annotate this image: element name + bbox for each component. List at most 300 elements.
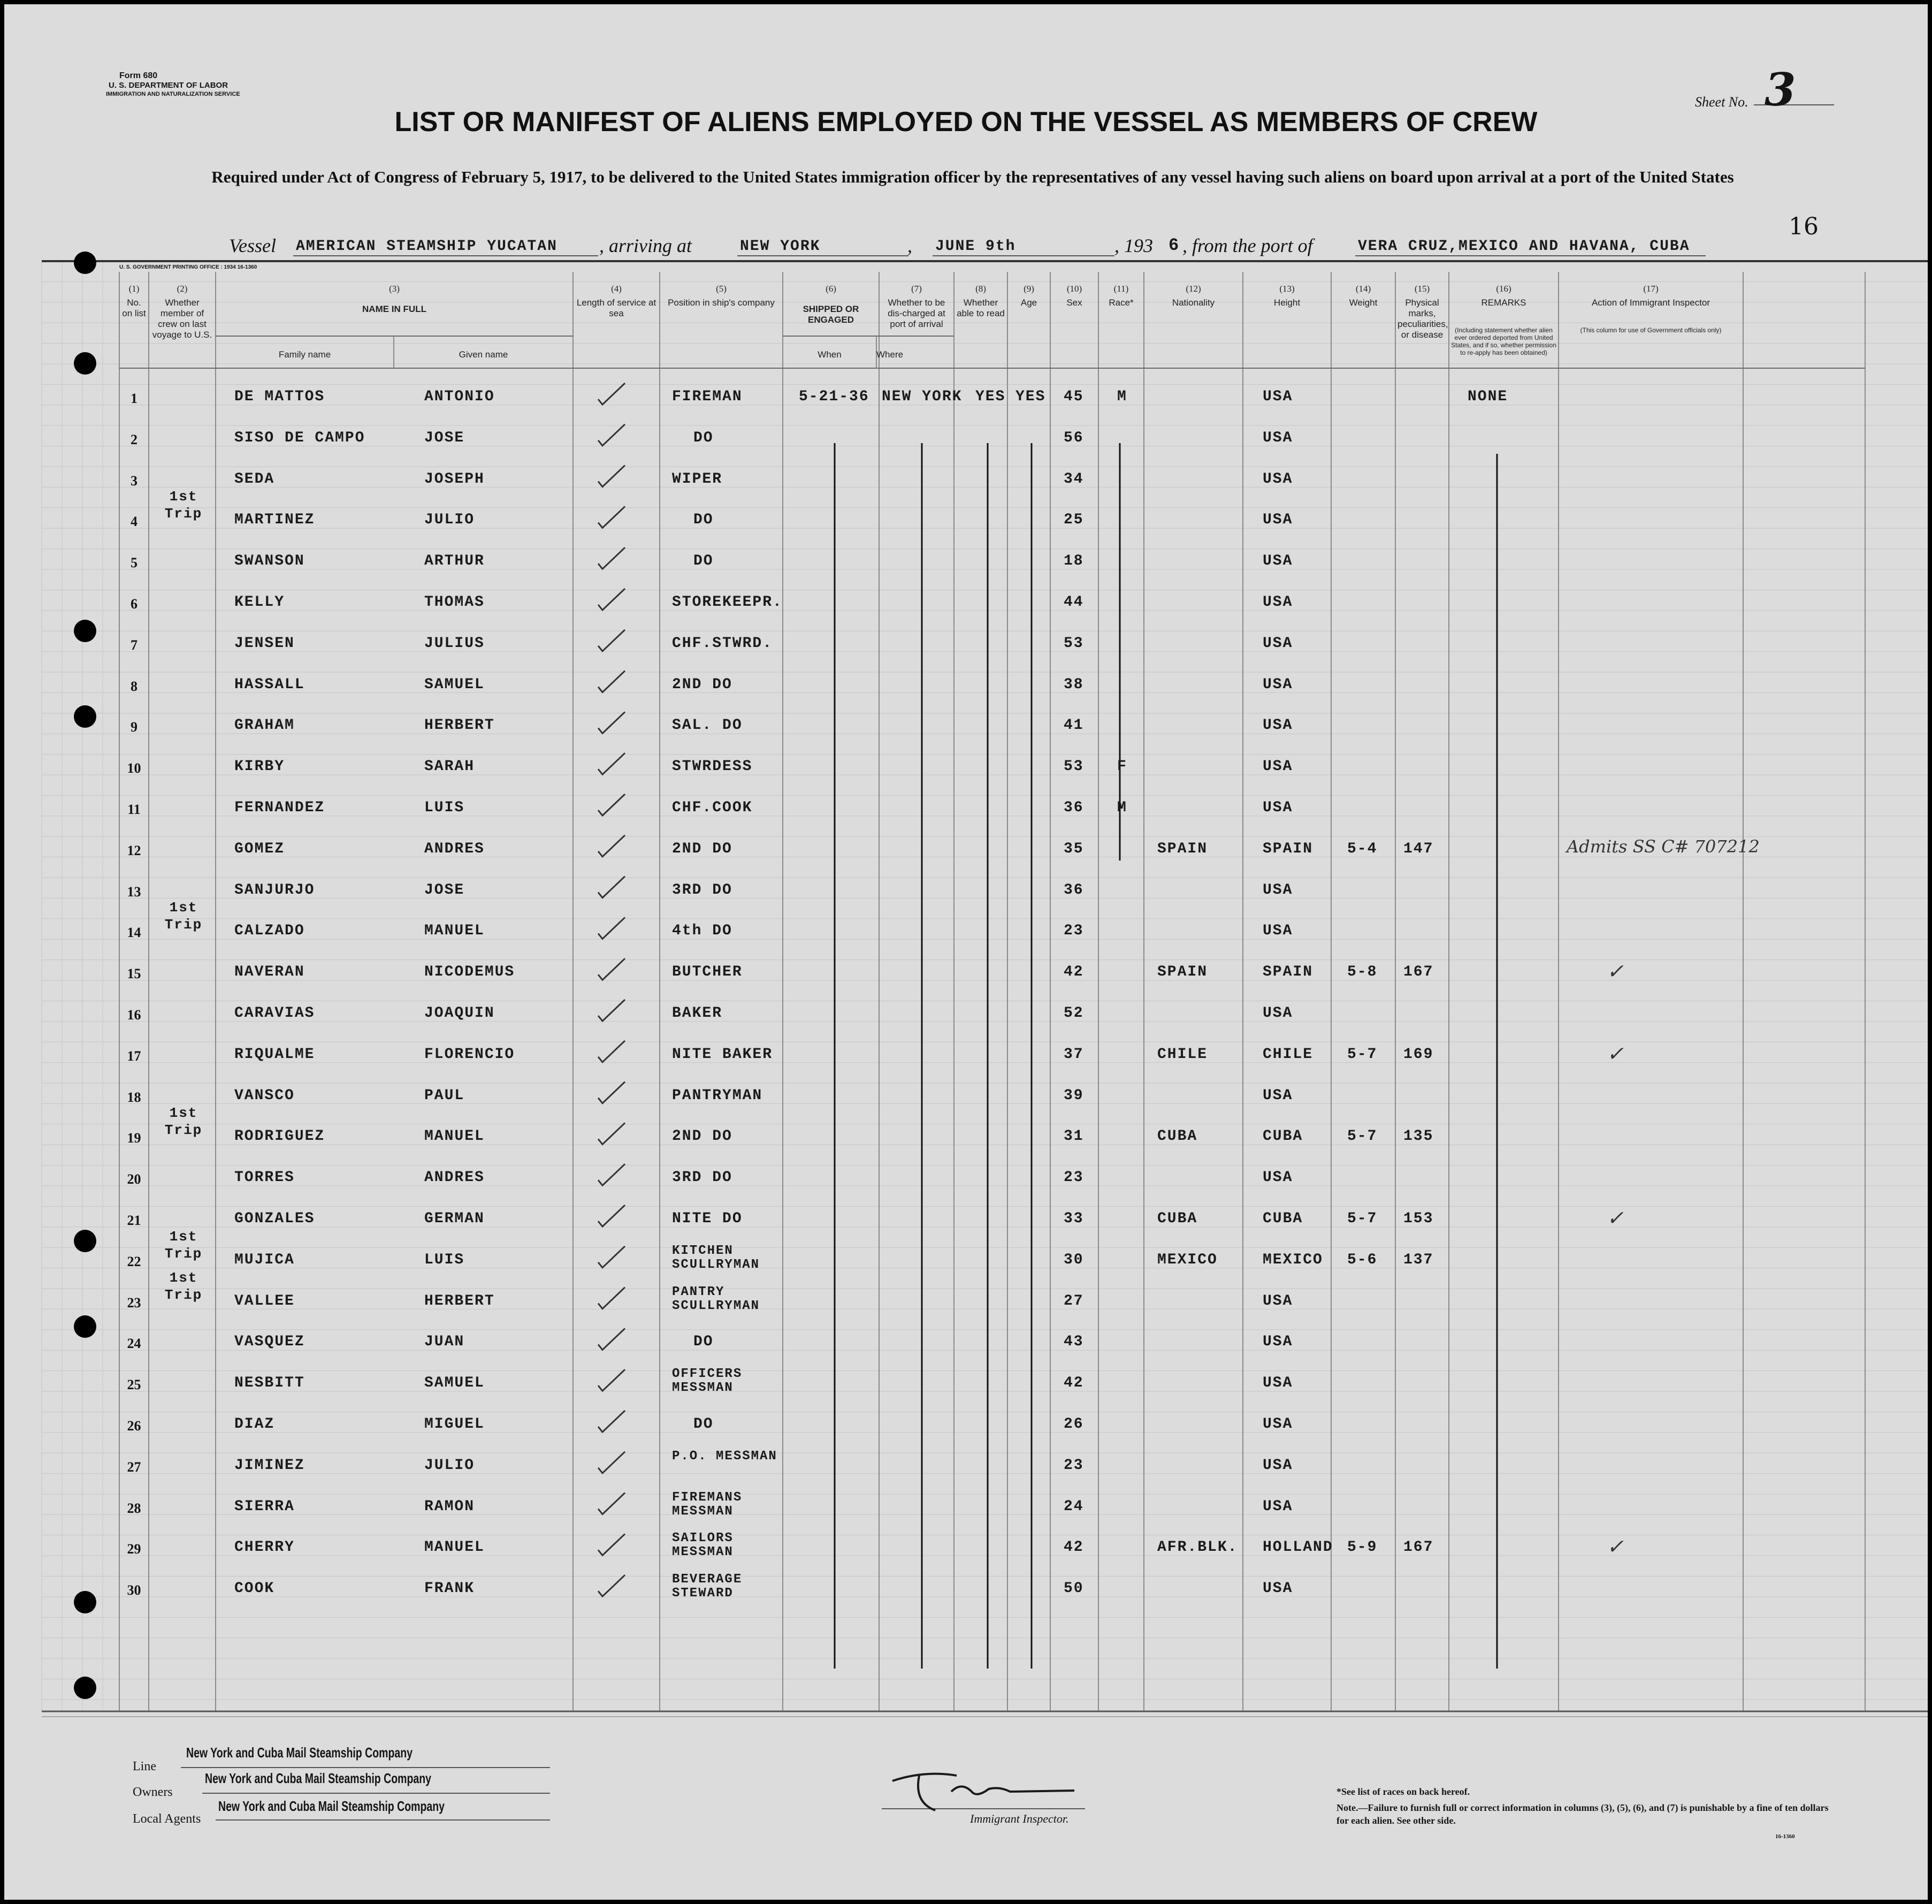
- line-value: New York and Cuba Mail Steamship Company: [186, 1745, 413, 1761]
- family-name: SANJURJO: [234, 881, 315, 898]
- nationality-value: CHILE: [1263, 1046, 1314, 1063]
- agents-value: New York and Cuba Mail Steamship Company: [218, 1798, 445, 1814]
- subcolumn-label: Given name: [459, 349, 508, 360]
- given-name: ANDRES: [424, 840, 485, 857]
- given-name: LUIS: [424, 799, 465, 816]
- service-check-mark: [598, 1082, 625, 1103]
- nationality-value: USA: [1263, 1580, 1293, 1597]
- discharged-value: YES: [975, 389, 1006, 405]
- family-name: DIAZ: [234, 1416, 275, 1433]
- family-name: KELLY: [234, 594, 285, 611]
- owners-value: New York and Cuba Mail Steamship Company: [205, 1770, 431, 1786]
- service-check-mark: [598, 1534, 625, 1555]
- given-name: THOMAS: [424, 594, 485, 611]
- given-name: JULIO: [424, 1457, 475, 1474]
- family-name: DE MATTOS: [234, 389, 325, 405]
- nationality-value: USA: [1263, 923, 1293, 940]
- family-name: KIRBY: [234, 758, 285, 775]
- age-value: 23: [1064, 923, 1084, 940]
- position: DO: [693, 1416, 714, 1433]
- column-number: (10): [1066, 284, 1082, 294]
- given-name: JULIO: [424, 512, 475, 529]
- column-label: Race*: [1109, 298, 1134, 308]
- service-check-mark: [598, 917, 625, 939]
- row-number: 16: [127, 1007, 141, 1023]
- family-name: CHERRY: [234, 1539, 295, 1556]
- position: STWRDESS: [672, 758, 753, 775]
- column-label: Whether able to read: [957, 298, 1005, 318]
- remarks-value: ✓: [1607, 1535, 1624, 1559]
- position: DO: [693, 1334, 714, 1351]
- row-number: 17: [127, 1048, 141, 1064]
- position: NITE BAKER: [672, 1046, 773, 1063]
- row-number: 15: [127, 966, 141, 982]
- service-check-mark: [598, 1123, 625, 1144]
- row-number: 19: [127, 1130, 141, 1146]
- age-value: 18: [1064, 553, 1084, 570]
- age-value: 53: [1064, 635, 1084, 652]
- race-value: SPAIN: [1157, 964, 1208, 981]
- position: SAL. DO: [672, 717, 743, 734]
- family-name: COOK: [234, 1580, 275, 1597]
- punch-hole: [74, 620, 96, 642]
- position: STOREKEEPR.: [672, 594, 783, 611]
- row-number: 21: [127, 1213, 141, 1228]
- remarks-value: Admits SS C# 707212: [1567, 836, 1760, 857]
- nationality-value: USA: [1263, 799, 1293, 816]
- column-label: Weight: [1349, 298, 1378, 308]
- age-value: 36: [1064, 881, 1084, 898]
- given-name: JUAN: [424, 1334, 465, 1351]
- position: FIREMAN: [672, 389, 743, 405]
- age-value: 39: [1064, 1087, 1084, 1104]
- manifest-sheet: [4, 4, 1928, 1900]
- service-check-mark: [598, 547, 625, 569]
- row-number: 3: [131, 473, 138, 489]
- printing-office-mark: U. S. GOVERNMENT PRINTING OFFICE : 1934 16-1360: [119, 264, 257, 270]
- given-name: ANDRES: [424, 1169, 485, 1186]
- owners-label: Owners: [133, 1785, 173, 1799]
- inspector-signature: [882, 1760, 1085, 1818]
- family-name: JIMINEZ: [234, 1457, 305, 1474]
- column-label: Length of service at sea: [576, 298, 656, 318]
- service-check-mark: [598, 1246, 625, 1268]
- row-number: 9: [131, 719, 138, 735]
- column-number: (12): [1186, 284, 1201, 294]
- weight-value: 167: [1403, 1539, 1434, 1556]
- service-check-mark: [598, 1493, 625, 1514]
- form-number: Form 680: [119, 71, 158, 80]
- column-label: Physical marks, peculiarities, or disease: [1398, 298, 1448, 340]
- age-value: 45: [1064, 389, 1084, 405]
- service-check-mark: [598, 835, 625, 857]
- weight-value: 167: [1403, 964, 1434, 981]
- service-check-mark: [598, 794, 625, 816]
- given-name: SARAH: [424, 758, 475, 775]
- given-name: SAMUEL: [424, 1375, 485, 1392]
- family-name: MUJICA: [234, 1251, 295, 1268]
- family-name: GONZALES: [234, 1210, 315, 1227]
- service-check-mark: [598, 1041, 625, 1062]
- row-number: 27: [127, 1459, 141, 1475]
- height-value: 5-7: [1347, 1046, 1378, 1063]
- service-check-mark: [598, 1369, 625, 1391]
- subcolumn-label: Where: [876, 349, 904, 360]
- given-name: JULIUS: [424, 635, 485, 652]
- nationality-value: USA: [1263, 1087, 1293, 1104]
- row-number: 28: [127, 1500, 141, 1516]
- row-number: 1: [131, 391, 138, 406]
- punch-hole: [74, 352, 96, 375]
- punch-hole: [74, 1677, 96, 1699]
- first-trip-mark: 1st Trip: [164, 1269, 203, 1303]
- service-check-mark: [598, 1288, 625, 1309]
- from-port-label: , from the port of: [1182, 235, 1313, 256]
- punch-hole: [74, 1591, 96, 1613]
- service-check-mark: [598, 1000, 625, 1021]
- row-number: 11: [127, 802, 141, 817]
- position: WIPER: [672, 470, 723, 488]
- age-value: 25: [1064, 512, 1084, 529]
- row-number: 29: [127, 1541, 141, 1557]
- family-name: RIQUALME: [234, 1046, 315, 1063]
- margin-number: 16: [1789, 213, 1819, 240]
- given-name: JOSE: [424, 429, 465, 446]
- punch-hole: [74, 1315, 96, 1338]
- row-number: 26: [127, 1418, 141, 1434]
- nationality-value: USA: [1263, 470, 1293, 488]
- family-name: JENSEN: [234, 635, 295, 652]
- age-value: 56: [1064, 429, 1084, 446]
- row-number: 10: [127, 760, 141, 776]
- given-name: HERBERT: [424, 717, 495, 734]
- year-digit: 6: [1169, 235, 1180, 255]
- column-number: (11): [1113, 284, 1129, 294]
- age-value: 52: [1064, 1005, 1084, 1022]
- service-check-mark: [598, 1452, 625, 1473]
- position: 3RD DO: [672, 881, 732, 898]
- sheet-number: 3: [1765, 63, 1796, 116]
- family-name: CARAVIAS: [234, 1005, 315, 1022]
- family-name: NAVERAN: [234, 964, 305, 981]
- column-number: (1): [128, 284, 140, 294]
- position: 2ND DO: [672, 676, 732, 693]
- vessel-name: AMERICAN STEAMSHIP YUCATAN: [296, 238, 558, 255]
- subcolumn-label: When: [818, 349, 842, 360]
- nationality-value: USA: [1263, 1457, 1293, 1474]
- position: DO: [693, 429, 714, 446]
- given-name: NICODEMUS: [424, 964, 515, 981]
- age-value: 50: [1064, 1580, 1084, 1597]
- service-check-mark: [598, 1328, 625, 1350]
- form-subtitle: Required under Act of Congress of February 5, 1917, to be delivered to the United States immigration officer by the representatives of any vessel having such aliens on board upon arrival at a port of the United States: [211, 167, 1734, 186]
- age-value: 37: [1064, 1046, 1084, 1063]
- agents-label: Local Agents: [133, 1812, 201, 1826]
- nationality-value: MEXICO: [1263, 1251, 1323, 1268]
- row-number: 23: [127, 1294, 141, 1311]
- first-trip-mark: 1st Trip: [164, 1228, 203, 1262]
- weight-value: 147: [1403, 840, 1434, 857]
- family-name: SIERRA: [234, 1498, 295, 1515]
- race-value: AFR.BLK.: [1157, 1539, 1238, 1556]
- races-note: *See list of races on back hereof.: [1337, 1786, 1470, 1797]
- service-check-mark: [598, 1575, 625, 1596]
- row-number: 18: [127, 1089, 141, 1105]
- row-number: 7: [131, 637, 138, 653]
- family-name: MARTINEZ: [234, 512, 315, 529]
- nationality-value: USA: [1263, 676, 1293, 693]
- family-name: SEDA: [234, 470, 275, 488]
- height-value: 5-8: [1347, 964, 1378, 981]
- position: KITCHEN SCULLRYMAN: [672, 1243, 760, 1272]
- nationality-value: CUBA: [1263, 1210, 1303, 1227]
- column-number: (6): [826, 284, 836, 294]
- weight-value: 135: [1403, 1128, 1434, 1145]
- service-check-mark: [598, 877, 625, 898]
- given-name: MANUEL: [424, 1128, 485, 1145]
- race-value: CHILE: [1157, 1046, 1208, 1063]
- given-name: JOSEPH: [424, 470, 485, 488]
- height-value: 5-7: [1347, 1128, 1378, 1145]
- penalty-note: Note.—Failure to furnish full or correct information in columns (3), (5), (6), and (7) is punishable by a fine of ten dollars for each alien. See other side.: [1337, 1802, 1829, 1826]
- row-number: 5: [131, 555, 138, 571]
- form-code: 16-1360: [1775, 1833, 1795, 1840]
- column-number: (16): [1496, 284, 1511, 294]
- service-check-mark: [598, 466, 625, 487]
- remarks-value: ✓: [1607, 1041, 1624, 1065]
- first-trip-mark: 1st Trip: [164, 1105, 203, 1139]
- family-name: FERNANDEZ: [234, 799, 325, 816]
- row-number: 13: [127, 884, 141, 900]
- weight-value: 137: [1403, 1251, 1434, 1268]
- position: CHF.STWRD.: [672, 635, 773, 652]
- departure-ports: VERA CRUZ,MEXICO AND HAVANA, CUBA: [1358, 238, 1690, 255]
- service-check-mark: [598, 589, 625, 610]
- sex-value: M: [1117, 389, 1127, 405]
- service-name: IMMIGRATION AND NATURALIZATION SERVICE: [106, 91, 240, 97]
- nationality-value: USA: [1263, 635, 1293, 652]
- service-check-mark: [598, 506, 625, 528]
- column-note: (Including statement whether alien ever ordered deported from United States, and if so, whether permission to re-apply has been obtained): [1451, 326, 1556, 356]
- height-value: 5-9: [1347, 1539, 1378, 1556]
- nationality-value: CUBA: [1263, 1128, 1303, 1145]
- race-value: CUBA: [1157, 1128, 1198, 1145]
- service-check-mark: [598, 1205, 625, 1227]
- family-name: SISO DE CAMPO: [234, 429, 365, 446]
- punch-hole: [74, 1230, 96, 1252]
- punch-hole: [74, 705, 96, 728]
- column-label: Whether to be dis-charged at port of arrival: [888, 298, 945, 329]
- nationality-value: USA: [1263, 717, 1293, 734]
- column-number: (7): [911, 284, 922, 294]
- sex-value: M: [1117, 799, 1127, 816]
- height-value: 5-6: [1347, 1251, 1378, 1268]
- position: PANTRY SCULLRYMAN: [672, 1284, 760, 1313]
- nationality-value: USA: [1263, 1375, 1293, 1392]
- column-number: (8): [975, 284, 986, 294]
- weight-value: 153: [1403, 1210, 1434, 1227]
- column-label: Age: [1020, 298, 1037, 308]
- given-name: RAMON: [424, 1498, 475, 1515]
- column-number: (5): [716, 284, 727, 294]
- row-number: 2: [131, 431, 138, 447]
- column-note: (This column for use of Government officials only): [1580, 326, 1722, 334]
- column-label: Position in ship's company: [668, 298, 775, 308]
- arriving-label: , arriving at: [599, 235, 692, 256]
- age-value: 26: [1064, 1416, 1084, 1433]
- nationality-value: USA: [1263, 758, 1293, 775]
- family-name: HASSALL: [234, 676, 305, 693]
- family-name: SWANSON: [234, 553, 305, 570]
- age-value: 41: [1064, 717, 1084, 734]
- family-name: RODRIGUEZ: [234, 1128, 325, 1145]
- family-name: VASQUEZ: [234, 1334, 305, 1351]
- age-value: 42: [1064, 1539, 1084, 1556]
- position: DO: [693, 553, 714, 570]
- remarks-value: ✓: [1607, 1206, 1624, 1230]
- given-name: JOSE: [424, 881, 465, 898]
- nationality-value: HOLLAND: [1263, 1539, 1333, 1556]
- row-number: 24: [127, 1336, 141, 1352]
- position: DO: [693, 512, 714, 529]
- given-name: FRANK: [424, 1580, 475, 1597]
- position: NITE DO: [672, 1210, 743, 1227]
- service-check-mark: [598, 1164, 625, 1185]
- given-name: MANUEL: [424, 923, 485, 940]
- nationality-value: USA: [1263, 553, 1293, 570]
- column-label: No. on list: [122, 298, 146, 318]
- family-name: VALLEE: [234, 1292, 295, 1309]
- row-number: 20: [127, 1171, 141, 1187]
- column-number: (4): [611, 284, 622, 294]
- family-name: VANSCO: [234, 1087, 295, 1104]
- age-value: 23: [1064, 1169, 1084, 1186]
- age-value: 31: [1064, 1128, 1084, 1145]
- nationality-value: USA: [1263, 429, 1293, 446]
- age-value: 38: [1064, 676, 1084, 693]
- given-name: PAUL: [424, 1087, 465, 1104]
- column-number: (9): [1024, 284, 1034, 294]
- nationality-value: USA: [1263, 1334, 1293, 1351]
- nationality-value: SPAIN: [1263, 964, 1314, 981]
- position: P.O. MESSMAN: [672, 1449, 777, 1464]
- line-label: Line: [133, 1760, 156, 1773]
- service-check-mark: [598, 383, 625, 405]
- form-title: LIST OR MANIFEST OF ALIENS EMPLOYED ON THE VESSEL AS MEMBERS OF CREW: [394, 106, 1538, 138]
- position: SAILORS MESSMAN: [672, 1531, 734, 1560]
- service-check-mark: [598, 424, 625, 446]
- column-number: (15): [1414, 284, 1430, 294]
- column-number: (14): [1355, 284, 1371, 294]
- family-name: TORRES: [234, 1169, 295, 1186]
- row-number: 25: [127, 1377, 141, 1393]
- nationality-value: USA: [1263, 512, 1293, 529]
- year-label: , 193: [1114, 235, 1153, 256]
- nationality-value: USA: [1263, 594, 1293, 611]
- nationality-value: USA: [1263, 1498, 1293, 1515]
- service-check-mark: [598, 671, 625, 692]
- column-label: Nationality: [1172, 298, 1215, 308]
- age-value: 34: [1064, 470, 1084, 488]
- row-number: 6: [131, 596, 138, 612]
- given-name: ARTHUR: [424, 553, 485, 570]
- service-check-mark: [598, 1411, 625, 1432]
- age-value: 33: [1064, 1210, 1084, 1227]
- age-value: 44: [1064, 594, 1084, 611]
- age-value: 35: [1064, 840, 1084, 857]
- given-name: MIGUEL: [424, 1416, 485, 1433]
- read-value: YES: [1015, 389, 1046, 405]
- subcolumn-label: Family name: [278, 349, 331, 360]
- age-value: 24: [1064, 1498, 1084, 1515]
- column-label: Action of Immigrant Inspector: [1591, 298, 1710, 308]
- given-name: JOAQUIN: [424, 1005, 495, 1022]
- vessel-label: Vessel: [229, 235, 276, 256]
- punch-hole: [74, 252, 96, 274]
- given-name: HERBERT: [424, 1292, 495, 1309]
- comma-1: ,: [907, 235, 912, 256]
- when-value: 5-21-36: [799, 389, 869, 405]
- column-label: Whether member of crew on last voyage to U.S.: [152, 298, 212, 340]
- column-number: (13): [1279, 284, 1295, 294]
- given-name: LUIS: [424, 1251, 465, 1268]
- row-number: 8: [131, 678, 138, 694]
- position: 2ND DO: [672, 840, 732, 857]
- nationality-value: USA: [1263, 881, 1293, 898]
- age-value: 36: [1064, 799, 1084, 816]
- family-name: GOMEZ: [234, 840, 285, 857]
- nationality-value: USA: [1263, 1169, 1293, 1186]
- position: BEVERAGE STEWARD: [672, 1572, 743, 1601]
- arrival-date: JUNE 9th: [935, 238, 1016, 255]
- family-name: NESBITT: [234, 1375, 305, 1392]
- given-name: MANUEL: [424, 1539, 485, 1556]
- age-value: 23: [1064, 1457, 1084, 1474]
- age-value: 30: [1064, 1251, 1084, 1268]
- column-label: NAME IN FULL: [362, 304, 426, 314]
- first-trip-mark: 1st Trip: [164, 489, 203, 522]
- age-value: 53: [1064, 758, 1084, 775]
- race-value: CUBA: [1157, 1210, 1198, 1227]
- department-name: U. S. DEPARTMENT OF LABOR: [109, 81, 228, 90]
- height-value: 5-4: [1347, 840, 1378, 857]
- column-label: SHIPPED OR ENGAGED: [803, 304, 859, 325]
- row-number: 14: [127, 925, 141, 941]
- marks-value: NONE: [1468, 389, 1508, 405]
- service-check-mark: [598, 630, 625, 651]
- service-check-mark: [598, 958, 625, 980]
- nationality-value: USA: [1263, 389, 1293, 405]
- position: OFFICERS MESSMAN: [672, 1367, 743, 1396]
- position: PANTRYMAN: [672, 1087, 763, 1104]
- column-number: (17): [1643, 284, 1659, 294]
- family-name: CALZADO: [234, 923, 305, 940]
- nationality-value: USA: [1263, 1292, 1293, 1309]
- family-name: GRAHAM: [234, 717, 295, 734]
- service-check-mark: [598, 712, 625, 733]
- first-trip-mark: 1st Trip: [164, 900, 203, 933]
- position: 3RD DO: [672, 1169, 732, 1186]
- arrival-port: NEW YORK: [740, 238, 821, 255]
- column-label: Sex: [1066, 298, 1082, 308]
- position: BAKER: [672, 1005, 723, 1022]
- position: BUTCHER: [672, 964, 743, 981]
- nationality-value: SPAIN: [1263, 840, 1314, 857]
- row-number: 4: [131, 514, 138, 530]
- race-value: MEXICO: [1157, 1251, 1218, 1268]
- sex-value: F: [1117, 758, 1127, 775]
- position: 4th DO: [672, 923, 732, 940]
